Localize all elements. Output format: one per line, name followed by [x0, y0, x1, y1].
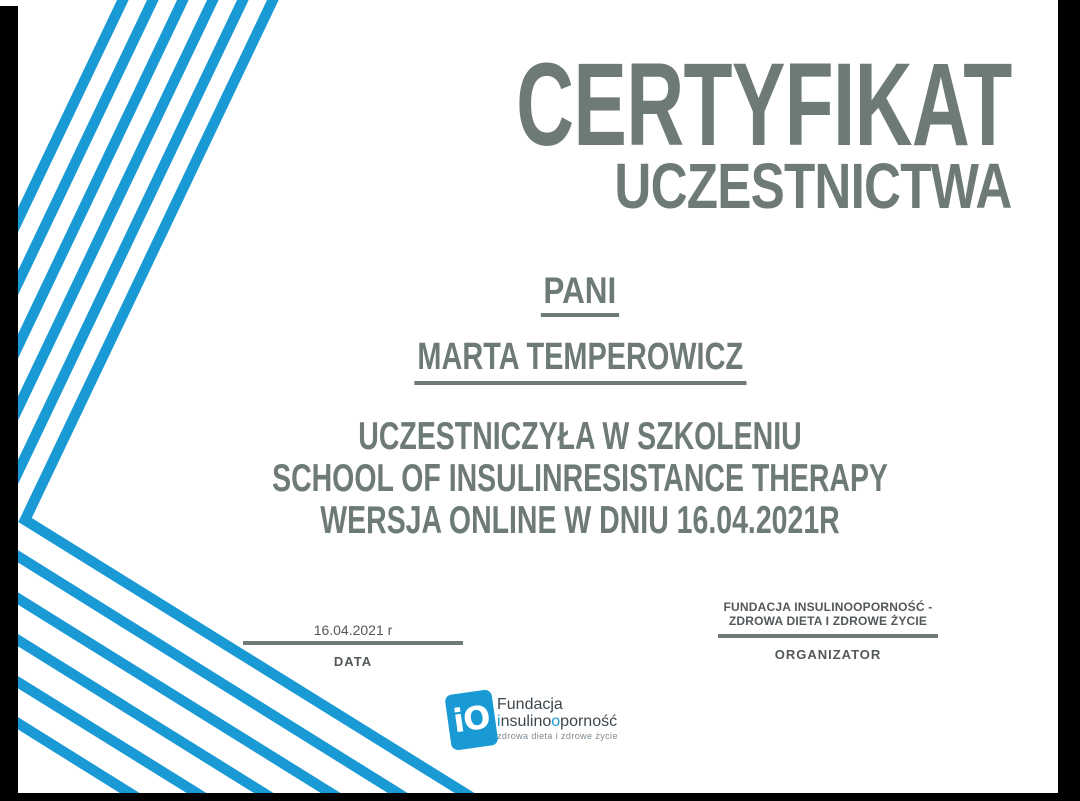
- logo-brand: [497, 713, 618, 730]
- recipient-row: [80, 338, 1080, 385]
- organizer-value-line-1: FUNDACJA INSULINOOPORNOŚĆ -: [723, 600, 933, 614]
- certificate-title: [283, 39, 1012, 222]
- body-line-1: UCZESTNICZYŁA W SZKOLENIU: [358, 415, 802, 458]
- organizer-signature-block: [718, 600, 938, 662]
- body-line-2: SCHOOL OF INSULINRESISTANCE THERAPY: [272, 457, 888, 500]
- logo-brand-part-1: i: [497, 713, 501, 730]
- date-value: 16.04.2021 r: [313, 622, 393, 638]
- title-line-1: CERTYFIKAT: [516, 39, 1012, 171]
- logo-text: [497, 696, 618, 741]
- certificate-body: [80, 416, 1080, 542]
- organizer-label: ORGANIZATOR: [774, 647, 882, 662]
- salutation-text: PANI: [541, 272, 619, 317]
- logo-brand-part-2: nsulino: [500, 713, 552, 730]
- organizer-value-line-2: ZDROWA DIETA I ZDROWE ŻYCIE: [728, 614, 928, 628]
- logo-brand-part-3: o: [551, 713, 561, 730]
- logo-tagline: zdrowa dieta i zdrowe życie: [497, 731, 618, 741]
- body-line-3: WERSJA ONLINE W DNIU 16.04.2021R: [320, 499, 840, 542]
- salutation-row: [80, 272, 1080, 317]
- organizer-rule: [718, 634, 938, 638]
- date-rule: [243, 641, 463, 645]
- date-signature-block: [243, 622, 463, 669]
- frame-left-bar: [0, 6, 18, 801]
- title-line-2: UCZESTNICTWA: [614, 150, 1012, 222]
- recipient-name: MARTA TEMPEROWICZ: [414, 338, 746, 385]
- frame-right-bar: [1058, 0, 1080, 801]
- logo-name: Fundacja: [497, 696, 563, 713]
- logo-brand-part-4: porność: [560, 713, 618, 730]
- date-label: DATA: [333, 654, 373, 669]
- io-monogram: iO: [450, 697, 492, 741]
- io-logo-icon: [444, 689, 498, 751]
- frame-bottom-bar: [0, 793, 1080, 801]
